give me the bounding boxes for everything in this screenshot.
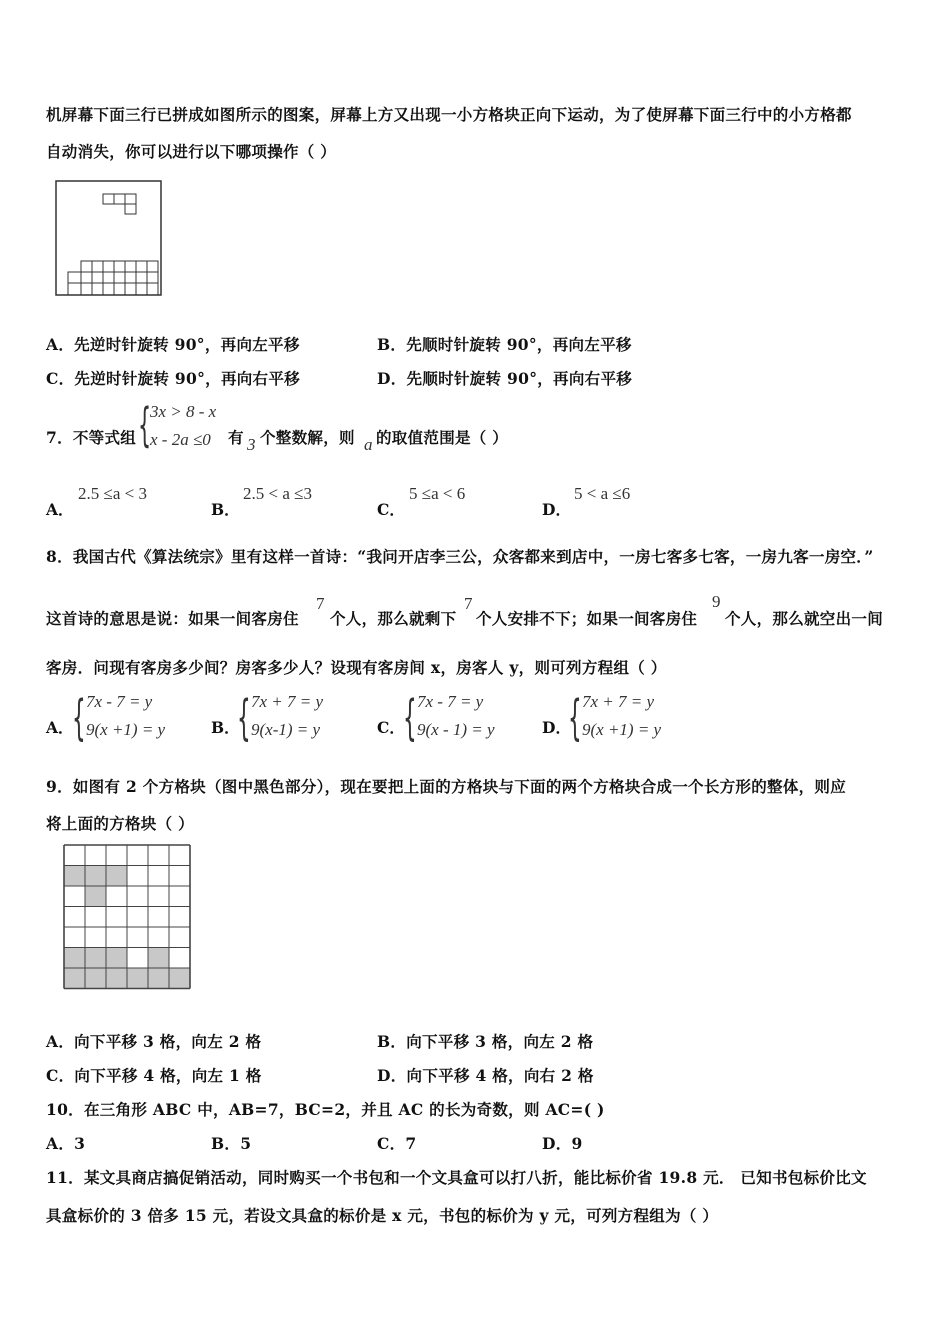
q11-text-line2: 具盒标价的 3 倍多 15 元，若设文具盒的标价是 x 元，书包的标价为 y 元，可列方程组为（ ） <box>46 1206 719 1225</box>
q7-tail: 的取值范围是（ ） <box>376 428 509 447</box>
q8-text-line2b: 个人，那么就剩下 <box>330 609 457 628</box>
q7-num: 3 <box>247 435 256 454</box>
q8-option-d-eq2: 9(x +1) = y <box>582 720 662 739</box>
q9-shaded-cell <box>64 866 85 887</box>
q7-system-brace: { <box>138 398 152 452</box>
q8-option-b-brace: { <box>237 690 251 746</box>
q10-text-line1: 10．在三角形 ABC 中，AB=7，BC=2，并且 AC 的长为奇数，则 AC=( ) <box>46 1100 605 1119</box>
q9-shaded-cell <box>127 968 148 989</box>
q7-var: a <box>364 435 373 454</box>
q9-shaded-cell <box>85 948 106 969</box>
q9-text-line1: 9．如图有 2 个方格块（图中黑色部分），现在要把上面的方格块与下面的两个方格块合成一个长方形的整体，则应 <box>46 777 847 796</box>
q7-inequality-2: x - 2a ≤0 <box>150 430 211 449</box>
q8-option-a-eq1: 7x - 7 = y <box>86 692 153 711</box>
q8-text-line1: 8．我国古代《算法统宗》里有这样一首诗：“我问开店李三公，众客都来到店中，一房七客多七客，一房九客一房空．” <box>46 547 874 566</box>
q7-option-d-range: 5 < a ≤6 <box>574 484 631 503</box>
q9-grid-figure <box>63 844 193 992</box>
q8-num-7a: 7 <box>316 594 325 613</box>
q9-shaded-cell <box>148 968 169 989</box>
q9-option-b[interactable]: B．向下平移 3 格，向左 2 格 <box>377 1032 594 1051</box>
q6-bottom-rows <box>68 261 158 295</box>
q8-option-d-brace: { <box>568 690 582 746</box>
q8-num-9: 9 <box>712 592 721 611</box>
q8-option-b-letter[interactable]: B． <box>211 718 240 737</box>
q9-shaded-cell <box>148 948 169 969</box>
q10-option-b[interactable]: B．5 <box>211 1134 252 1153</box>
q6-option-b[interactable]: B．先顺时针旋转 90°，再向左平移 <box>377 335 632 354</box>
q9-shaded-cell <box>64 948 85 969</box>
q10-option-d[interactable]: D．9 <box>542 1134 583 1153</box>
q8-option-c-brace: { <box>403 690 417 746</box>
q10-option-a[interactable]: A．3 <box>46 1134 86 1153</box>
q6-text-line2: 自动消失，你可以进行以下哪项操作（ ） <box>46 142 337 161</box>
q7-mid1: 有 <box>228 428 244 447</box>
q10-option-c[interactable]: C．7 <box>377 1134 417 1153</box>
q9-shaded-cell <box>106 866 127 887</box>
q7-option-c-range: 5 ≤a < 6 <box>409 484 466 503</box>
q8-text-line2c: 个人安排不下；如果一间客房住 <box>476 609 698 628</box>
q8-text-line3: 客房．问现有客房多少间？房客多少人？设现有客房间 x，房客人 y，则可列方程组（ ） <box>46 658 667 677</box>
q9-shaded-cell <box>106 948 127 969</box>
q6-tetris-figure <box>55 180 163 298</box>
q7-option-b-letter[interactable]: B． <box>211 500 240 519</box>
q9-shaded-cell <box>106 968 127 989</box>
q7-inequality-1: 3x > 8 - x <box>150 402 217 421</box>
q6-option-a[interactable]: A．先逆时针旋转 90°，再向左平移 <box>46 335 300 354</box>
q9-option-a[interactable]: A．向下平移 3 格，向左 2 格 <box>46 1032 262 1051</box>
q9-shaded-cell <box>85 866 106 887</box>
q9-option-d[interactable]: D．向下平移 4 格，向右 2 格 <box>377 1066 594 1085</box>
q9-shaded-cell <box>169 968 190 989</box>
q8-text-line2d: 个人，那么就空出一间 <box>725 609 884 628</box>
q6-falling-piece <box>103 194 136 214</box>
q9-option-c[interactable]: C．向下平移 4 格，向左 1 格 <box>46 1066 262 1085</box>
q8-option-c-eq1: 7x - 7 = y <box>417 692 484 711</box>
q9-text-line2: 将上面的方格块（ ） <box>46 814 194 833</box>
q8-option-b-eq2: 9(x-1) = y <box>251 720 321 739</box>
q6-text-line1: 机屏幕下面三行已拼成如图所示的图案，屏幕上方又出现一小方格块正向下运动，为了使屏幕下面三行中的小方格都 <box>46 105 852 124</box>
q6-option-d[interactable]: D．先顺时针旋转 90°，再向右平移 <box>377 369 633 388</box>
q7-lead: 7．不等式组 <box>46 428 137 447</box>
q7-mid2: 个整数解，则 <box>260 428 355 447</box>
q7-option-d-letter[interactable]: D． <box>542 500 571 519</box>
q6-screen-frame <box>56 181 161 295</box>
q8-option-a-eq2: 9(x +1) = y <box>86 720 166 739</box>
q8-option-d-letter[interactable]: D． <box>542 718 571 737</box>
q8-option-d-eq1: 7x + 7 = y <box>582 692 655 711</box>
q7-option-a-letter[interactable]: A． <box>46 500 74 519</box>
q9-shaded-cell <box>85 886 106 907</box>
q8-option-b-eq1: 7x + 7 = y <box>251 692 324 711</box>
q8-num-7b: 7 <box>464 594 473 613</box>
q11-text-line1: 11．某文具商店搞促销活动，同时购买一个书包和一个文具盒可以打八折，能比标价省 19.8 元． 已知书包标价比文 <box>46 1168 867 1187</box>
q7-option-b-range: 2.5 < a ≤3 <box>243 484 312 503</box>
q7-option-a-range: 2.5 ≤a < 3 <box>78 484 147 503</box>
q9-shaded-cell <box>64 968 85 989</box>
q8-option-c-eq2: 9(x - 1) = y <box>417 720 495 739</box>
q8-option-a-brace: { <box>72 690 86 746</box>
q6-option-c[interactable]: C．先逆时针旋转 90°，再向右平移 <box>46 369 300 388</box>
q8-option-a-letter[interactable]: A． <box>46 718 74 737</box>
q8-text-line2a: 这首诗的意思是说：如果一间客房住 <box>46 609 299 628</box>
q7-option-c-letter[interactable]: C． <box>377 500 405 519</box>
q8-option-c-letter[interactable]: C． <box>377 718 405 737</box>
q9-shaded-cell <box>85 968 106 989</box>
